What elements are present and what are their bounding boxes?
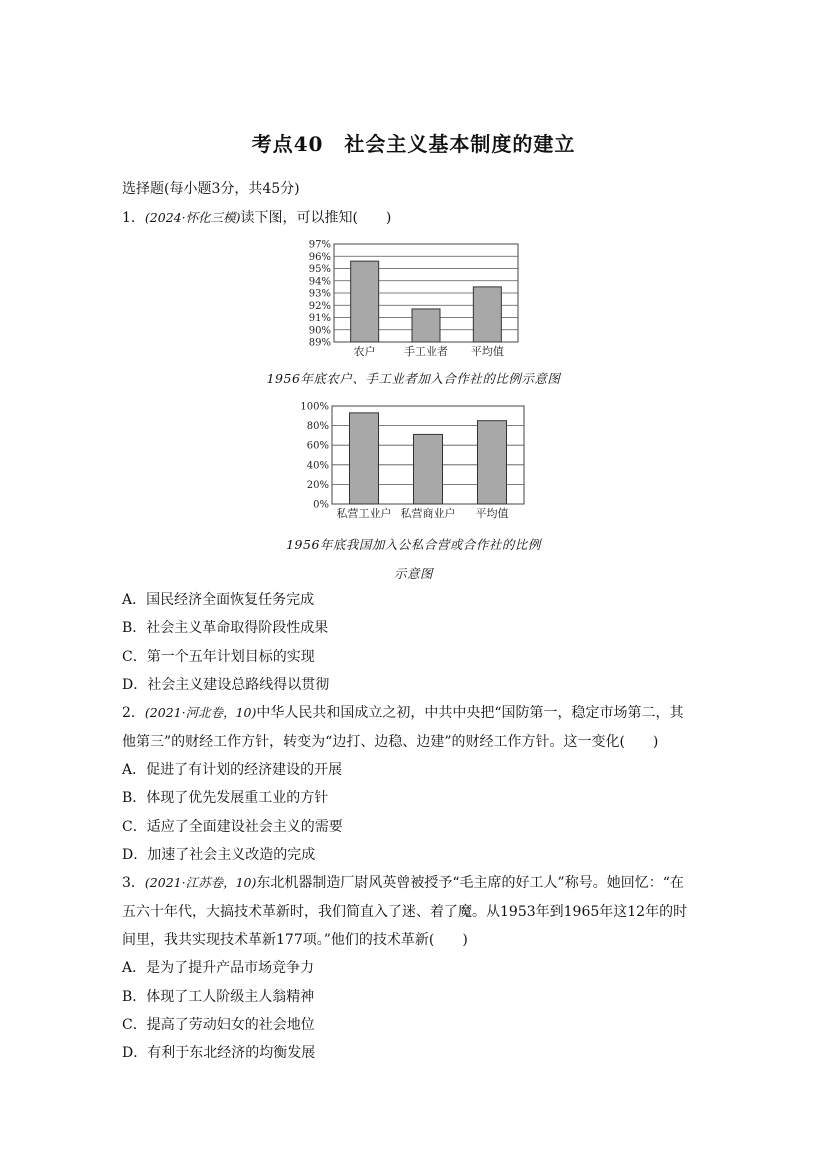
chart-2-bar <box>414 434 443 504</box>
question-2-number: 2． <box>122 705 145 721</box>
chart-1-category-label: 手工业者 <box>404 345 448 358</box>
chart-1-caption: 1956年底农户、手工业者加入合作社的比例示意图 <box>266 371 561 386</box>
chart-1-ytick-label: 90% <box>308 325 331 337</box>
question-1-number: 1． <box>122 210 145 226</box>
question-2-stem-line-1: 中华人民共和国成立之初，中共中央把“国防第一，稳定市场第二，其 <box>256 705 684 721</box>
question-3-stem-line-3: 间里，我共实现技术革新177项。”他们的技术革新( ) <box>122 932 468 948</box>
question-1-source: (2024·怀化三模) <box>144 210 241 225</box>
chart-2-caption-line-1: 1956年底我国加入公私合营或合作社的比例 <box>286 537 541 552</box>
question-1-stem-line-1: 读下图，可以推知( ) <box>240 210 392 226</box>
question-3-option-d: D．有利于东北经济的均衡发展 <box>122 1045 316 1061</box>
question-2-source: (2021·河北卷，10) <box>144 705 257 720</box>
question-3-number: 3． <box>122 875 145 891</box>
section-header: 选择题(每小题3分，共45分) <box>122 181 300 197</box>
question-2-option-a: A．促进了有计划的经济建设的开展 <box>122 762 343 778</box>
question-3-option-b: B．体现了工人阶级主人翁精神 <box>122 989 315 1005</box>
chart-1-category-label: 农户 <box>353 345 376 358</box>
chart-1-ytick-label: 96% <box>308 251 331 263</box>
chart-1-ytick-label: 93% <box>308 288 331 300</box>
question-1-option-a: A．国民经济全面恢复任务完成 <box>122 592 315 608</box>
chart-1-ytick-label: 92% <box>308 300 331 312</box>
question-3-stem-line-1: 东北机器制造厂尉风英曾被授予“毛主席的好工人”称号。她回忆：“在 <box>256 875 684 891</box>
chart-2-category-label: 私营商业户 <box>400 507 456 520</box>
question-2-stem-line-2: 他第三”的财经工作方针，转变为“边打、边稳、边建”的财经工作方针。这一变化( ) <box>122 734 659 750</box>
chart-1-ytick-label: 89% <box>308 337 331 349</box>
chart-2-ytick-label: 0% <box>313 499 329 511</box>
question-3-stem <box>122 874 684 892</box>
question-3-option-c: C．提高了劳动妇女的社会地位 <box>122 1017 315 1033</box>
chart-1-bar <box>412 309 440 342</box>
question-1-stem <box>122 209 391 227</box>
question-2-option-c: C．适应了全面建设社会主义的需要 <box>122 819 343 835</box>
chart-2-bar <box>478 421 507 504</box>
chart-2-ytick-label: 100% <box>300 401 329 413</box>
chart-1-bar <box>351 261 379 342</box>
chart-1-svg <box>300 236 530 360</box>
chart-1 <box>300 236 530 364</box>
chart-1-ytick-label: 91% <box>308 313 331 324</box>
chart-2 <box>295 398 535 528</box>
question-3-option-a: A．是为了提升产品市场竞争力 <box>122 960 315 976</box>
question-2-option-d: D．加速了社会主义改造的完成 <box>122 847 316 863</box>
question-1-option-c: C．第一个五年计划目标的实现 <box>122 649 315 665</box>
question-3-stem-line-2: 五六十年代，大搞技术革新时，我们简直入了迷、着了魔。从1953年到1965年这12年的时 <box>122 904 688 920</box>
chart-1-ytick-label: 94% <box>308 276 331 288</box>
chart-2-ytick-label: 40% <box>306 460 329 472</box>
chart-2-category-label: 私营工业户 <box>336 507 392 520</box>
chart-2-category-label: 平均值 <box>475 507 509 520</box>
chart-1-ytick-label: 95% <box>308 264 331 275</box>
chart-2-ytick-label: 80% <box>306 421 329 433</box>
question-1-option-d: D．社会主义建设总路线得以贯彻 <box>122 677 330 693</box>
page-title: 考点40 社会主义基本制度的建立 <box>251 132 576 156</box>
question-2-option-b: B．体现了优先发展重工业的方针 <box>122 790 329 806</box>
question-2-stem <box>122 704 684 722</box>
chart-1-bar <box>473 287 501 342</box>
question-1-option-b: B．社会主义革命取得阶段性成果 <box>122 620 329 636</box>
chart-1-category-label: 平均值 <box>470 345 504 358</box>
chart-2-bar <box>350 413 379 504</box>
question-3-source: (2021·江苏卷，10) <box>144 875 257 890</box>
chart-2-ytick-label: 20% <box>306 479 329 491</box>
chart-2-caption-line-2: 示意图 <box>393 566 433 581</box>
chart-2-ytick-label: 60% <box>306 440 329 452</box>
chart-2-svg <box>295 398 535 524</box>
chart-1-ytick-label: 97% <box>308 239 331 251</box>
